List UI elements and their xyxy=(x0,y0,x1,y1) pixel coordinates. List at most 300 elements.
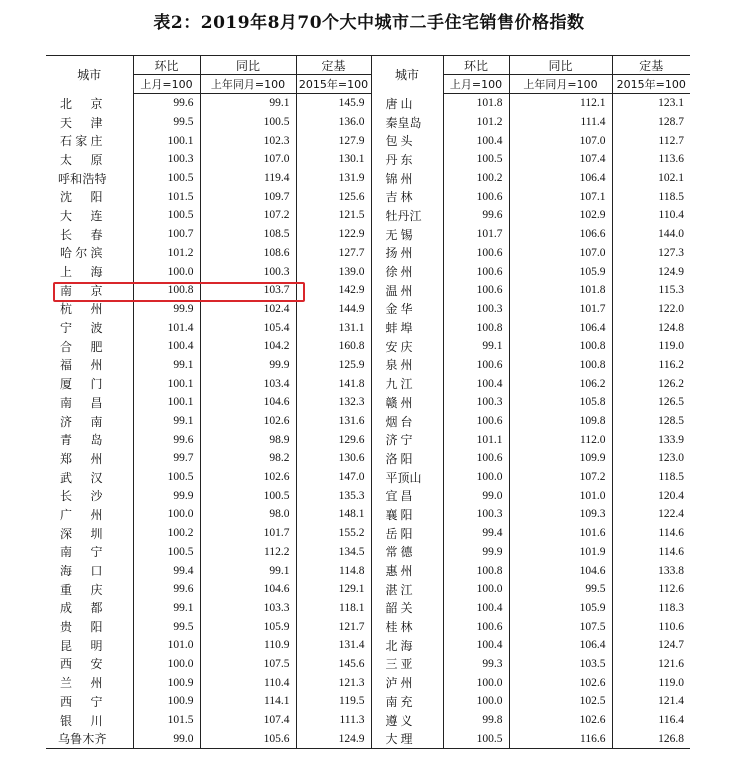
mom-value-right: 99.4 xyxy=(443,524,509,543)
city-name-left: 北京 xyxy=(60,96,103,111)
fixed-value-right: 118.5 xyxy=(612,187,690,206)
table-row xyxy=(46,150,690,169)
mom-value-right: 100.4 xyxy=(443,599,509,618)
yoy-value-left: 107.2 xyxy=(200,206,296,225)
city-name-left: 海口 xyxy=(60,564,103,579)
mom-value-right: 100.4 xyxy=(443,636,509,655)
fixed-base-left: 2015年=100 xyxy=(296,75,371,94)
table-row xyxy=(46,580,690,599)
mom-value-left: 100.5 xyxy=(133,468,200,487)
city-name-right: 三亚 xyxy=(371,655,443,674)
mom-value-left: 99.5 xyxy=(133,617,200,636)
city-name-right: 惠州 xyxy=(371,561,443,580)
yoy-value-right: 102.5 xyxy=(509,692,612,711)
table-row xyxy=(46,486,690,505)
mom-value-right: 100.3 xyxy=(443,505,509,524)
mom-value-right: 100.6 xyxy=(443,356,509,375)
table-row xyxy=(46,131,690,150)
city-name-left: 深圳 xyxy=(60,526,103,541)
city-name-right: 金华 xyxy=(371,300,443,319)
city-name-right: 九江 xyxy=(371,374,443,393)
table-row xyxy=(46,393,690,412)
yoy-value-right: 109.8 xyxy=(509,412,612,431)
fixed-value-left: 118.1 xyxy=(296,599,371,618)
city-name-right: 秦皇岛 xyxy=(371,113,443,132)
yoy-value-right: 109.3 xyxy=(509,505,612,524)
fixed-value-right: 116.2 xyxy=(612,356,690,375)
mom-value-left: 100.5 xyxy=(133,206,200,225)
fixed-value-left: 130.6 xyxy=(296,449,371,468)
yoy-base-left: 上年同月=100 xyxy=(200,75,296,94)
city-name-left: 武汉 xyxy=(60,470,103,485)
city-name-left: 成都 xyxy=(60,601,103,616)
fixed-value-left: 111.3 xyxy=(296,711,371,730)
mom-value-right: 100.2 xyxy=(443,169,509,188)
city-name-right: 岳阳 xyxy=(371,524,443,543)
yoy-value-left: 102.6 xyxy=(200,468,296,487)
yoy-value-left: 101.7 xyxy=(200,524,296,543)
yoy-header-left: 同比 xyxy=(200,56,296,75)
table-title: 表2：2019年8月70个大中城市二手住宅销售价格指数 xyxy=(153,13,585,33)
yoy-value-left: 99.1 xyxy=(200,94,296,113)
mom-value-left: 100.0 xyxy=(133,655,200,674)
city-name-right: 温州 xyxy=(371,281,443,300)
mom-value-left: 100.4 xyxy=(133,337,200,356)
fixed-value-left: 134.5 xyxy=(296,543,371,562)
table-row xyxy=(46,692,690,711)
yoy-value-left: 100.5 xyxy=(200,113,296,132)
mom-value-right: 100.4 xyxy=(443,131,509,150)
mom-value-left: 101.4 xyxy=(133,318,200,337)
city-name-right: 常德 xyxy=(371,543,443,562)
mom-value-left: 101.0 xyxy=(133,636,200,655)
mom-value-right: 100.6 xyxy=(443,412,509,431)
city-name-right: 牡丹江 xyxy=(371,206,443,225)
fixed-value-right: 128.5 xyxy=(612,412,690,431)
city-name-right: 桂林 xyxy=(371,617,443,636)
yoy-value-right: 101.6 xyxy=(509,524,612,543)
city-name-right: 湛江 xyxy=(371,580,443,599)
city-name-left: 南昌 xyxy=(60,395,103,410)
mom-value-left: 100.2 xyxy=(133,524,200,543)
mom-header-left: 环比 xyxy=(133,56,200,75)
fixed-base-right: 2015年=100 xyxy=(612,75,690,94)
mom-value-left: 99.0 xyxy=(133,729,200,748)
mom-value-left: 100.0 xyxy=(133,262,200,281)
fixed-value-right: 113.6 xyxy=(612,150,690,169)
city-name-right: 烟台 xyxy=(371,412,443,431)
fixed-value-left: 124.9 xyxy=(296,729,371,748)
fixed-value-left: 131.4 xyxy=(296,636,371,655)
table-row xyxy=(46,356,690,375)
mom-base-left: 上月=100 xyxy=(133,75,200,94)
city-name-left: 青岛 xyxy=(60,433,103,448)
yoy-value-right: 112.1 xyxy=(509,94,612,113)
table-row xyxy=(46,449,690,468)
table-row xyxy=(46,711,690,730)
fixed-value-right: 126.5 xyxy=(612,393,690,412)
mom-value-left: 99.1 xyxy=(133,412,200,431)
yoy-value-right: 116.6 xyxy=(509,729,612,748)
city-name-left: 兰州 xyxy=(60,676,103,691)
fixed-value-left: 125.9 xyxy=(296,356,371,375)
fixed-value-left: 129.6 xyxy=(296,430,371,449)
mom-value-right: 100.6 xyxy=(443,281,509,300)
city-name-right: 济宁 xyxy=(371,430,443,449)
city-name-left: 广州 xyxy=(60,507,103,522)
yoy-value-left: 100.3 xyxy=(200,262,296,281)
mom-value-right: 101.2 xyxy=(443,113,509,132)
yoy-value-left: 99.1 xyxy=(200,561,296,580)
mom-value-right: 100.0 xyxy=(443,468,509,487)
mom-value-right: 100.0 xyxy=(443,673,509,692)
table-row xyxy=(46,412,690,431)
yoy-value-right: 102.9 xyxy=(509,206,612,225)
yoy-value-right: 99.5 xyxy=(509,580,612,599)
yoy-value-left: 102.6 xyxy=(200,412,296,431)
fixed-value-right: 112.7 xyxy=(612,131,690,150)
yoy-value-left: 109.7 xyxy=(200,187,296,206)
fixed-value-left: 125.6 xyxy=(296,187,371,206)
city-name-right: 遵义 xyxy=(371,711,443,730)
city-name-right: 扬州 xyxy=(371,244,443,263)
mom-value-right: 100.5 xyxy=(443,729,509,748)
fixed-value-left: 145.9 xyxy=(296,94,371,113)
yoy-value-right: 104.6 xyxy=(509,561,612,580)
fixed-value-right: 122.0 xyxy=(612,300,690,319)
city-name-right: 蚌埠 xyxy=(371,318,443,337)
yoy-value-left: 98.0 xyxy=(200,505,296,524)
city-name-right: 襄阳 xyxy=(371,505,443,524)
mom-value-right: 99.3 xyxy=(443,655,509,674)
city-name-right: 丹东 xyxy=(371,150,443,169)
yoy-value-right: 101.7 xyxy=(509,300,612,319)
city-name-right: 北海 xyxy=(371,636,443,655)
city-name-left: 长春 xyxy=(60,227,103,242)
fixed-value-right: 121.4 xyxy=(612,692,690,711)
city-name-left: 大连 xyxy=(60,208,103,223)
yoy-value-left: 105.9 xyxy=(200,617,296,636)
fixed-value-left: 131.6 xyxy=(296,412,371,431)
fixed-value-left: 121.5 xyxy=(296,206,371,225)
yoy-value-left: 112.2 xyxy=(200,543,296,562)
city-name-left: 太原 xyxy=(60,152,103,167)
city-header-left: 城市 xyxy=(46,56,133,94)
yoy-value-left: 103.3 xyxy=(200,599,296,618)
table-row xyxy=(46,300,690,319)
mom-value-left: 99.5 xyxy=(133,113,200,132)
city-name-right: 泉州 xyxy=(371,356,443,375)
table-row xyxy=(46,244,690,263)
city-name-right: 宜昌 xyxy=(371,486,443,505)
table-row xyxy=(46,561,690,580)
yoy-value-left: 105.6 xyxy=(200,729,296,748)
city-name-right: 大理 xyxy=(371,729,443,748)
yoy-value-right: 107.4 xyxy=(509,150,612,169)
table-row xyxy=(46,729,690,748)
fixed-value-right: 144.0 xyxy=(612,225,690,244)
table-row xyxy=(46,673,690,692)
yoy-value-left: 98.9 xyxy=(200,430,296,449)
city-name-right: 平顶山 xyxy=(371,468,443,487)
yoy-value-left: 114.1 xyxy=(200,692,296,711)
city-name-left: 银川 xyxy=(60,713,103,728)
yoy-value-left: 99.9 xyxy=(200,356,296,375)
fixed-value-left: 135.3 xyxy=(296,486,371,505)
fixed-value-left: 131.9 xyxy=(296,169,371,188)
mom-value-right: 100.0 xyxy=(443,580,509,599)
table-row xyxy=(46,225,690,244)
mom-value-left: 100.9 xyxy=(133,692,200,711)
mom-value-left: 99.6 xyxy=(133,94,200,113)
yoy-value-left: 103.4 xyxy=(200,374,296,393)
city-name-left: 郑州 xyxy=(60,451,103,466)
mom-value-left: 100.7 xyxy=(133,225,200,244)
fixed-value-right: 126.8 xyxy=(612,729,690,748)
city-header-right: 城市 xyxy=(371,56,443,94)
city-name-left: 福州 xyxy=(60,358,103,373)
fixed-value-right: 127.3 xyxy=(612,244,690,263)
yoy-value-left: 100.5 xyxy=(200,486,296,505)
mom-value-left: 100.0 xyxy=(133,505,200,524)
mom-value-right: 100.5 xyxy=(443,150,509,169)
city-name-left: 济南 xyxy=(60,414,103,429)
mom-value-left: 100.5 xyxy=(133,543,200,562)
fixed-value-left: 136.0 xyxy=(296,113,371,132)
yoy-value-left: 119.4 xyxy=(200,169,296,188)
yoy-value-left: 108.6 xyxy=(200,244,296,263)
city-name-right: 吉林 xyxy=(371,187,443,206)
yoy-value-right: 106.6 xyxy=(509,225,612,244)
fixed-value-left: 139.0 xyxy=(296,262,371,281)
city-name-right: 洛阳 xyxy=(371,449,443,468)
mom-value-left: 99.9 xyxy=(133,300,200,319)
mom-value-right: 99.8 xyxy=(443,711,509,730)
table-row xyxy=(46,524,690,543)
fixed-value-left: 129.1 xyxy=(296,580,371,599)
city-name-right: 无锡 xyxy=(371,225,443,244)
fixed-value-left: 148.1 xyxy=(296,505,371,524)
city-name-right: 南充 xyxy=(371,692,443,711)
mom-value-left: 101.5 xyxy=(133,187,200,206)
yoy-value-left: 104.6 xyxy=(200,393,296,412)
fixed-value-left: 122.9 xyxy=(296,225,371,244)
mom-value-left: 99.1 xyxy=(133,599,200,618)
mom-base-right: 上月=100 xyxy=(443,75,509,94)
fixed-value-left: 155.2 xyxy=(296,524,371,543)
fixed-value-right: 110.6 xyxy=(612,617,690,636)
fixed-value-right: 116.4 xyxy=(612,711,690,730)
fixed-value-right: 115.3 xyxy=(612,281,690,300)
city-name-left: 西安 xyxy=(60,657,103,672)
yoy-value-left: 98.2 xyxy=(200,449,296,468)
fixed-value-right: 110.4 xyxy=(612,206,690,225)
table-row xyxy=(46,206,690,225)
fixed-value-right: 118.3 xyxy=(612,599,690,618)
yoy-value-right: 101.0 xyxy=(509,486,612,505)
yoy-value-right: 102.6 xyxy=(509,673,612,692)
mom-value-right: 99.0 xyxy=(443,486,509,505)
mom-value-right: 101.8 xyxy=(443,94,509,113)
yoy-value-left: 102.4 xyxy=(200,300,296,319)
fixed-value-right: 128.7 xyxy=(612,113,690,132)
mom-value-left: 100.3 xyxy=(133,150,200,169)
mom-value-right: 100.8 xyxy=(443,561,509,580)
yoy-value-left: 107.4 xyxy=(200,711,296,730)
yoy-value-right: 101.9 xyxy=(509,543,612,562)
city-name-left: 贵阳 xyxy=(60,620,103,635)
yoy-value-left: 105.4 xyxy=(200,318,296,337)
fixed-value-left: 160.8 xyxy=(296,337,371,356)
table-row xyxy=(46,636,690,655)
fixed-value-right: 120.4 xyxy=(612,486,690,505)
mom-value-right: 99.1 xyxy=(443,337,509,356)
mom-value-left: 99.4 xyxy=(133,561,200,580)
yoy-value-right: 106.2 xyxy=(509,374,612,393)
yoy-value-left: 110.4 xyxy=(200,673,296,692)
city-name-left: 杭州 xyxy=(60,302,103,317)
mom-value-left: 100.5 xyxy=(133,169,200,188)
city-name-right: 包头 xyxy=(371,131,443,150)
fixed-value-left: 127.9 xyxy=(296,131,371,150)
fixed-value-right: 124.8 xyxy=(612,318,690,337)
city-name-right: 锦州 xyxy=(371,169,443,188)
city-name-left: 厦门 xyxy=(60,377,103,392)
city-name-right: 赣州 xyxy=(371,393,443,412)
fixed-value-left: 142.9 xyxy=(296,281,371,300)
fixed-value-left: 131.1 xyxy=(296,318,371,337)
city-name-right: 韶关 xyxy=(371,599,443,618)
fixed-value-left: 121.7 xyxy=(296,617,371,636)
table-row xyxy=(46,505,690,524)
mom-value-left: 100.8 xyxy=(133,281,200,300)
price-index-table xyxy=(46,55,690,749)
fixed-value-left: 144.9 xyxy=(296,300,371,319)
fixed-value-left: 147.0 xyxy=(296,468,371,487)
mom-value-right: 100.6 xyxy=(443,187,509,206)
yoy-value-right: 107.1 xyxy=(509,187,612,206)
yoy-value-left: 102.3 xyxy=(200,131,296,150)
yoy-value-right: 107.0 xyxy=(509,244,612,263)
fixed-value-right: 133.8 xyxy=(612,561,690,580)
mom-value-left: 100.1 xyxy=(133,374,200,393)
fixed-value-right: 124.7 xyxy=(612,636,690,655)
yoy-value-left: 107.5 xyxy=(200,655,296,674)
city-name-left: 哈尔滨 xyxy=(60,246,103,261)
city-name-right: 唐山 xyxy=(371,94,443,113)
table-row xyxy=(46,337,690,356)
yoy-value-left: 103.7 xyxy=(200,281,296,300)
fixed-value-right: 112.6 xyxy=(612,580,690,599)
city-name-left: 合肥 xyxy=(60,339,103,354)
fixed-value-right: 122.4 xyxy=(612,505,690,524)
fixed-value-right: 126.2 xyxy=(612,374,690,393)
fixed-value-left: 132.3 xyxy=(296,393,371,412)
table-row xyxy=(46,318,690,337)
yoy-base-right: 上年同月=100 xyxy=(509,75,612,94)
city-name-left: 天津 xyxy=(60,115,103,130)
table-row xyxy=(46,94,690,113)
mom-value-right: 100.6 xyxy=(443,617,509,636)
fixed-value-right: 114.6 xyxy=(612,543,690,562)
yoy-value-right: 107.5 xyxy=(509,617,612,636)
yoy-value-right: 105.9 xyxy=(509,262,612,281)
yoy-value-right: 111.4 xyxy=(509,113,612,132)
fixed-value-right: 118.5 xyxy=(612,468,690,487)
table-body xyxy=(46,94,690,749)
mom-value-right: 99.6 xyxy=(443,206,509,225)
fixed-value-right: 121.6 xyxy=(612,655,690,674)
fixed-value-right: 123.1 xyxy=(612,94,690,113)
table-header xyxy=(46,56,690,94)
mom-value-right: 99.9 xyxy=(443,543,509,562)
fixed-value-left: 114.8 xyxy=(296,561,371,580)
fixed-value-left: 127.7 xyxy=(296,244,371,263)
yoy-value-right: 106.4 xyxy=(509,636,612,655)
city-name-left: 南京 xyxy=(60,283,103,298)
mom-value-right: 100.8 xyxy=(443,318,509,337)
highlight-box-nanjing xyxy=(53,282,305,302)
mom-value-right: 101.7 xyxy=(443,225,509,244)
table-row xyxy=(46,468,690,487)
yoy-value-right: 102.6 xyxy=(509,711,612,730)
yoy-value-right: 105.9 xyxy=(509,599,612,618)
yoy-value-right: 112.0 xyxy=(509,430,612,449)
mom-value-left: 100.1 xyxy=(133,393,200,412)
fixed-value-left: 121.3 xyxy=(296,673,371,692)
city-name-right: 安庆 xyxy=(371,337,443,356)
fixed-value-right: 119.0 xyxy=(612,673,690,692)
table-row xyxy=(46,617,690,636)
table-row xyxy=(46,374,690,393)
fixed-value-left: 130.1 xyxy=(296,150,371,169)
yoy-value-right: 103.5 xyxy=(509,655,612,674)
fixed-value-right: 102.1 xyxy=(612,169,690,188)
yoy-value-right: 107.2 xyxy=(509,468,612,487)
mom-value-left: 101.5 xyxy=(133,711,200,730)
city-name-left: 石家庄 xyxy=(60,134,103,149)
table-row xyxy=(46,187,690,206)
fixed-value-left: 119.5 xyxy=(296,692,371,711)
mom-header-right: 环比 xyxy=(443,56,509,75)
yoy-value-right: 107.0 xyxy=(509,131,612,150)
mom-value-right: 100.4 xyxy=(443,374,509,393)
fixed-value-right: 133.9 xyxy=(612,430,690,449)
yoy-value-left: 104.6 xyxy=(200,580,296,599)
city-name-left: 西宁 xyxy=(60,694,103,709)
fixed-value-right: 123.0 xyxy=(612,449,690,468)
mom-value-left: 100.9 xyxy=(133,673,200,692)
yoy-value-right: 106.4 xyxy=(509,318,612,337)
city-name-left: 昆明 xyxy=(60,638,103,653)
mom-value-right: 100.0 xyxy=(443,692,509,711)
yoy-value-right: 100.8 xyxy=(509,337,612,356)
yoy-value-right: 109.9 xyxy=(509,449,612,468)
mom-value-left: 99.1 xyxy=(133,356,200,375)
yoy-value-right: 100.8 xyxy=(509,356,612,375)
mom-value-right: 100.6 xyxy=(443,244,509,263)
table-row xyxy=(46,262,690,281)
yoy-value-left: 107.0 xyxy=(200,150,296,169)
mom-value-left: 101.2 xyxy=(133,244,200,263)
mom-value-right: 100.3 xyxy=(443,300,509,319)
yoy-value-right: 106.4 xyxy=(509,169,612,188)
fixed-value-right: 124.9 xyxy=(612,262,690,281)
mom-value-left: 99.9 xyxy=(133,486,200,505)
yoy-value-left: 108.5 xyxy=(200,225,296,244)
city-name-left: 宁波 xyxy=(60,321,103,336)
mom-value-right: 100.6 xyxy=(443,449,509,468)
